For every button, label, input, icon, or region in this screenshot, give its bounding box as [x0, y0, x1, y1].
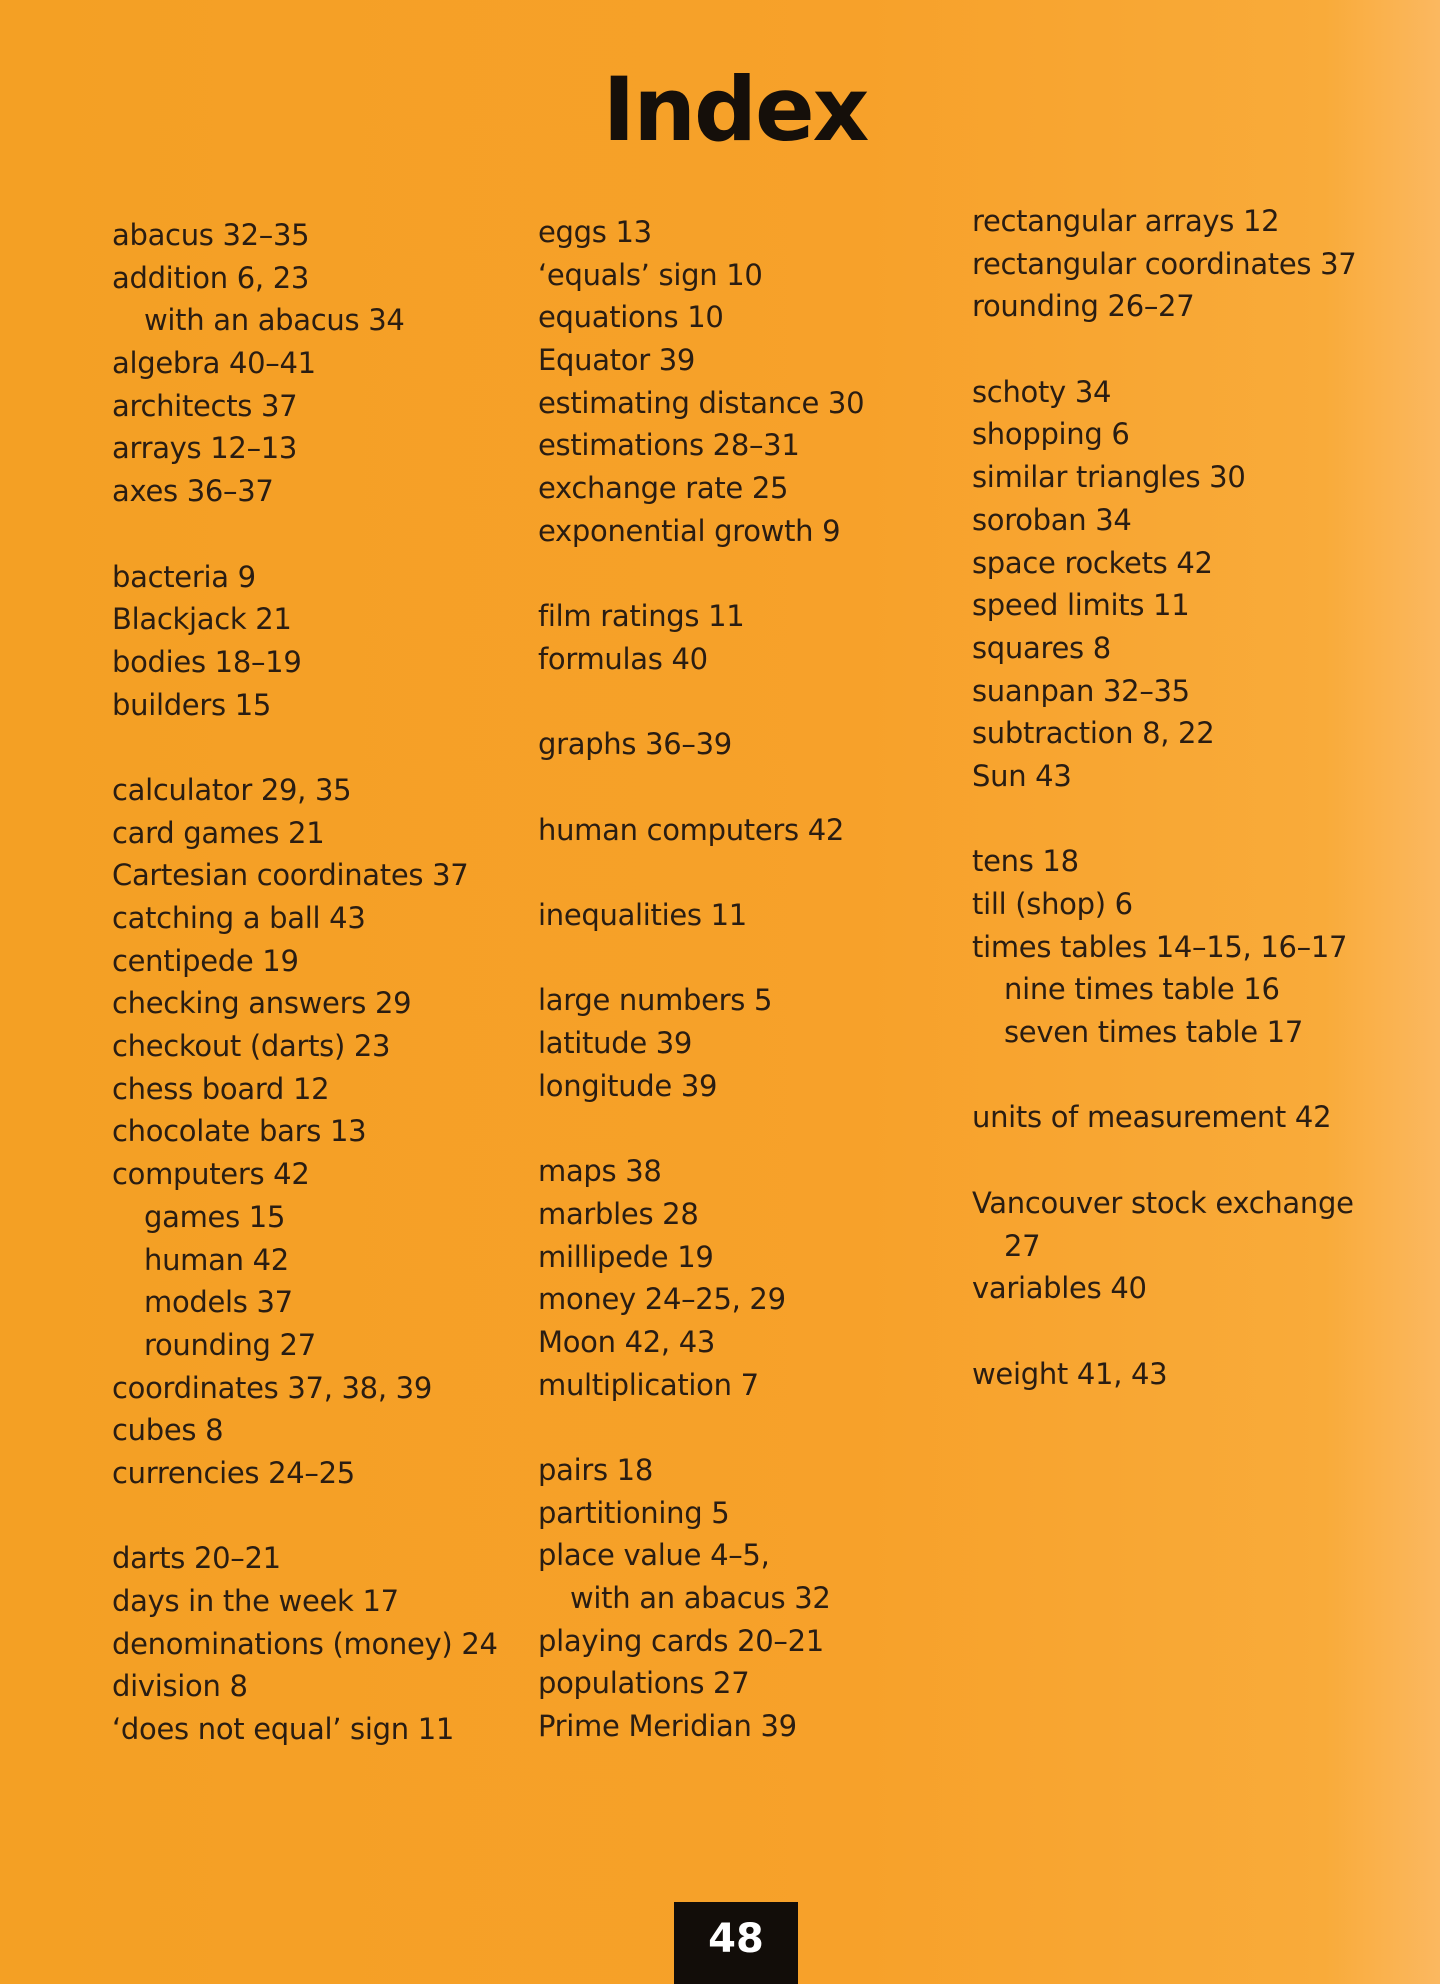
index-entry: catching a ball 43	[112, 901, 366, 935]
index-entry: rectangular coordinates 37	[972, 246, 1357, 281]
index-entry: times tables 14–15, 16–17	[972, 929, 1348, 964]
index-entry: shopping 6	[972, 417, 1130, 452]
index-entry: exchange rate 25	[538, 471, 789, 506]
index-entry: checkout (darts) 23	[112, 1029, 391, 1064]
index-entry: millipede 19	[538, 1239, 714, 1274]
index-entry: builders 15	[112, 687, 272, 722]
index-spacer	[972, 1310, 1392, 1353]
index-entry: multiplication 7	[538, 1367, 759, 1402]
index-spacer	[112, 726, 532, 769]
index-entry: estimating distance 30	[538, 385, 865, 420]
index-spacer	[538, 766, 958, 809]
index-subentry: seven times table 17	[1004, 1015, 1303, 1050]
index-entry: bodies 18–19	[112, 644, 302, 679]
index-spacer	[112, 513, 532, 556]
index-entry: speed limits 11	[972, 588, 1190, 623]
index-entry: calculator 29, 35	[112, 772, 352, 807]
index-entry: partitioning 5	[538, 1495, 730, 1530]
index-entry: space rockets 42	[972, 545, 1213, 580]
index-subentry: models 37	[144, 1285, 293, 1320]
index-entry: place value 4–5,	[538, 1538, 770, 1573]
index-entry: bacteria 9	[112, 559, 256, 594]
index-spacer	[972, 1139, 1392, 1182]
page-number: 48	[674, 1902, 798, 1984]
index-entry: formulas 40	[538, 641, 708, 676]
index-entry: latitude 39	[538, 1026, 693, 1061]
index-entry: axes 36–37	[112, 474, 274, 509]
index-column-2	[538, 211, 958, 1748]
index-entry: pairs 18	[538, 1452, 653, 1487]
index-entry: equations 10	[538, 300, 724, 335]
index-spacer	[972, 1054, 1392, 1097]
index-entry: squares 8	[972, 630, 1111, 665]
index-entry: soroban 34	[972, 502, 1132, 537]
index-spacer	[538, 553, 958, 596]
index-entry: similar triangles 30	[972, 460, 1246, 495]
index-subentry: nine times table 16	[1004, 972, 1280, 1007]
index-entry: populations 27	[538, 1666, 750, 1701]
index-entry: film ratings 11	[538, 599, 745, 634]
index-subentry: with an abacus 34	[144, 303, 405, 338]
index-spacer	[538, 681, 958, 724]
index-spacer	[972, 328, 1392, 371]
index-subentry: rounding 27	[144, 1327, 316, 1362]
index-entry: estimations 28–31	[538, 428, 800, 463]
index-entry: cubes 8	[112, 1413, 224, 1448]
index-entry: chess board 12	[112, 1071, 330, 1106]
index-entry: tens 18	[972, 844, 1079, 879]
index-entry: abacus 32–35	[112, 218, 310, 252]
index-entry: division 8	[112, 1669, 248, 1704]
index-subentry: 27	[1004, 1228, 1041, 1263]
index-entry: algebra 40–41	[112, 346, 316, 381]
index-entry: rounding 26–27	[972, 289, 1195, 324]
index-spacer	[112, 1495, 532, 1538]
index-entry: chocolate bars 13	[112, 1114, 367, 1149]
index-entry: Equator 39	[538, 343, 696, 378]
index-entry: Vancouver stock exchange	[972, 1185, 1354, 1220]
index-entry: maps 38	[538, 1154, 662, 1189]
index-entry: centipede 19	[112, 943, 299, 978]
index-subentry: games 15	[144, 1199, 286, 1234]
index-spacer	[538, 1406, 958, 1449]
index-entry: computers 42	[112, 1157, 310, 1192]
index-entry: denominations (money) 24	[112, 1626, 498, 1661]
index-entry: days in the week 17	[112, 1584, 399, 1618]
index-entry: Moon 42, 43	[538, 1324, 716, 1359]
index-entry: currencies 24–25	[112, 1455, 355, 1490]
page-title: Index	[602, 58, 868, 161]
index-entry: till (shop) 6	[972, 887, 1133, 921]
index-spacer	[972, 798, 1392, 841]
index-entry: checking answers 29	[112, 986, 412, 1021]
index-entry: darts 20–21	[112, 1541, 281, 1576]
index-column-3	[972, 200, 1392, 1395]
index-entry: inequalities 11	[538, 898, 747, 932]
index-spacer	[538, 1107, 958, 1150]
index-entry: longitude 39	[538, 1068, 718, 1103]
index-entry: Blackjack 21	[112, 602, 292, 637]
index-spacer	[538, 937, 958, 980]
index-spacer	[538, 851, 958, 894]
index-entry: addition 6, 23	[112, 260, 310, 295]
index-entry: suanpan 32–35	[972, 673, 1190, 708]
index-entry: arrays 12–13	[112, 431, 298, 466]
index-entry: graphs 36–39	[538, 727, 732, 762]
index-entry: playing cards 20–21	[538, 1623, 824, 1658]
index-entry: Cartesian coordinates 37	[112, 858, 469, 893]
index-entry: ‘equals’ sign 10	[538, 257, 763, 292]
index-entry: money 24–25, 29	[538, 1282, 786, 1317]
index-entry: large numbers 5	[538, 983, 773, 1018]
index-entry: eggs 13	[538, 215, 652, 249]
index-entry: weight 41, 43	[972, 1356, 1168, 1391]
index-subentry: human 42	[144, 1242, 289, 1277]
index-entry: variables 40	[972, 1271, 1147, 1306]
index-entry: subtraction 8, 22	[972, 716, 1215, 751]
index-entry: Prime Meridian 39	[538, 1709, 797, 1744]
index-entry: coordinates 37, 38, 39	[112, 1370, 432, 1405]
index-entry: exponential growth 9	[538, 513, 841, 548]
index-entry: card games 21	[112, 815, 325, 850]
index-column-1	[112, 214, 532, 1751]
index-subentry: with an abacus 32	[570, 1581, 831, 1615]
index-entry: human computers 42	[538, 812, 845, 847]
index-entry: architects 37	[112, 388, 298, 423]
index-entry: Sun 43	[972, 758, 1072, 793]
index-entry: units of measurement 42	[972, 1100, 1332, 1135]
index-entry: ‘does not equal’ sign 11	[112, 1712, 455, 1747]
index-entry: rectangular arrays 12	[972, 204, 1280, 238]
index-entry: marbles 28	[538, 1196, 699, 1231]
index-entry: schoty 34	[972, 374, 1112, 409]
